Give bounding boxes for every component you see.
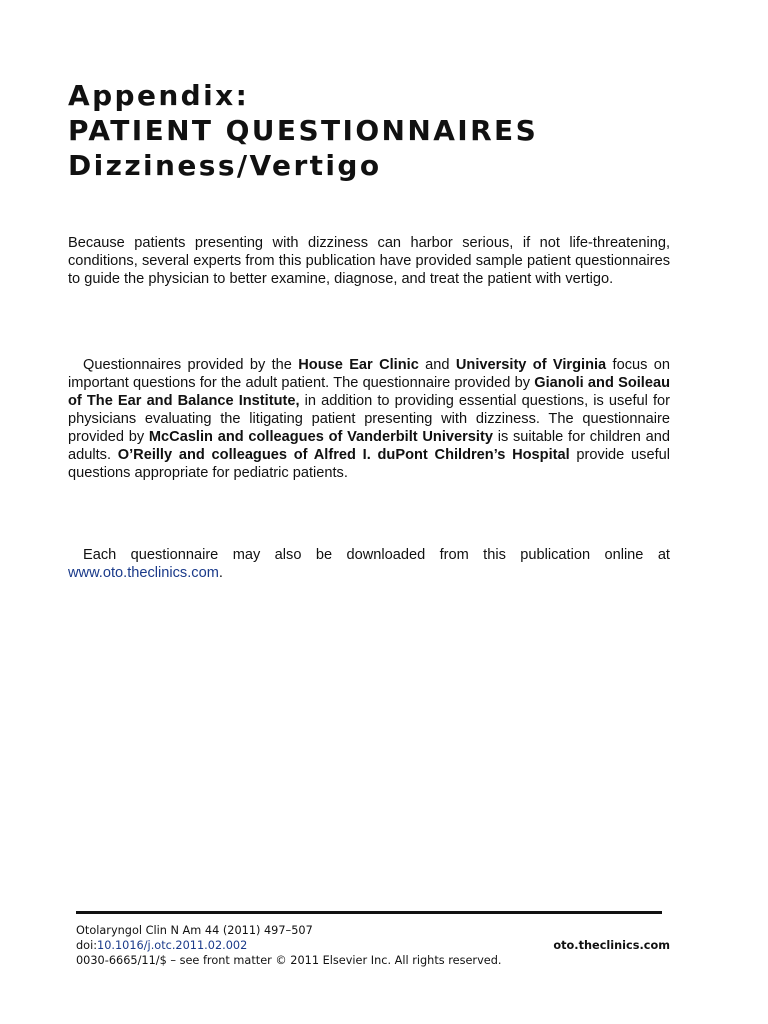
website-link[interactable]: www.oto.theclinics.com xyxy=(68,565,219,581)
source-oreilly-dupont: O’Reilly and colleagues of Alfred I. duPont Children’s Hospital xyxy=(117,447,570,463)
footer-citation: Otolaryngol Clin N Am 44 (2011) 497–507 xyxy=(76,924,313,937)
intro-paragraph: Because patients presenting with dizziness can harbor serious, if not life-threatening, conditions, several experts from this publication have provided sample patient questionnaires to guide the physician to better examine, diagnose, and treat the patient with vertigo. xyxy=(68,235,670,287)
footer-divider xyxy=(76,911,662,914)
paragraph-text: in addition to providing essential questions, is useful for physicians evaluating the litigating patient presenting with dizziness. The questionnaire provided by xyxy=(68,393,670,445)
title-line-appendix: Appendix: xyxy=(68,79,250,112)
paragraph-text: Questionnaires provided by the xyxy=(83,357,299,373)
footer-copyright: 0030-6665/11/$ – see front matter © 2011 Elsevier Inc. All rights reserved. xyxy=(76,954,502,967)
doi-prefix: doi: xyxy=(76,939,98,952)
paragraph-text: Each questionnaire may also be downloaded from this publication online at xyxy=(83,547,670,563)
title-line-dizziness-vertigo: Dizziness/Vertigo xyxy=(68,149,382,182)
paragraph-text: is suitable for children and adults. xyxy=(68,429,670,463)
article-title xyxy=(68,78,708,183)
source-mccaslin-vanderbilt: McCaslin and colleagues of Vanderbilt University xyxy=(148,429,493,445)
source-house-ear-clinic: House Ear Clinic xyxy=(298,357,419,373)
page-footer xyxy=(76,923,670,968)
paragraph-text: and xyxy=(418,357,456,373)
paragraph-text: provide useful questions appropriate for pediatric patients. xyxy=(68,447,670,481)
download-paragraph xyxy=(68,546,670,582)
source-gianoli-soileau: Gianoli and Soileau of The Ear and Balance Institute, xyxy=(68,375,671,409)
title-line-patient-questionnaires: PATIENT QUESTIONNAIRES xyxy=(68,114,539,147)
paragraph-text: focus on important questions for the adult patient. The questionnaire provided by xyxy=(68,357,670,391)
footer-doi-line xyxy=(76,938,670,953)
footer-site-url[interactable]: oto.theclinics.com xyxy=(553,939,670,952)
paragraph-text: . xyxy=(218,565,223,581)
source-university-of-virginia: University of Virginia xyxy=(455,357,607,373)
doi-link[interactable]: 10.1016/j.otc.2011.02.002 xyxy=(97,939,248,952)
questionnaire-sources-paragraph xyxy=(68,356,670,482)
